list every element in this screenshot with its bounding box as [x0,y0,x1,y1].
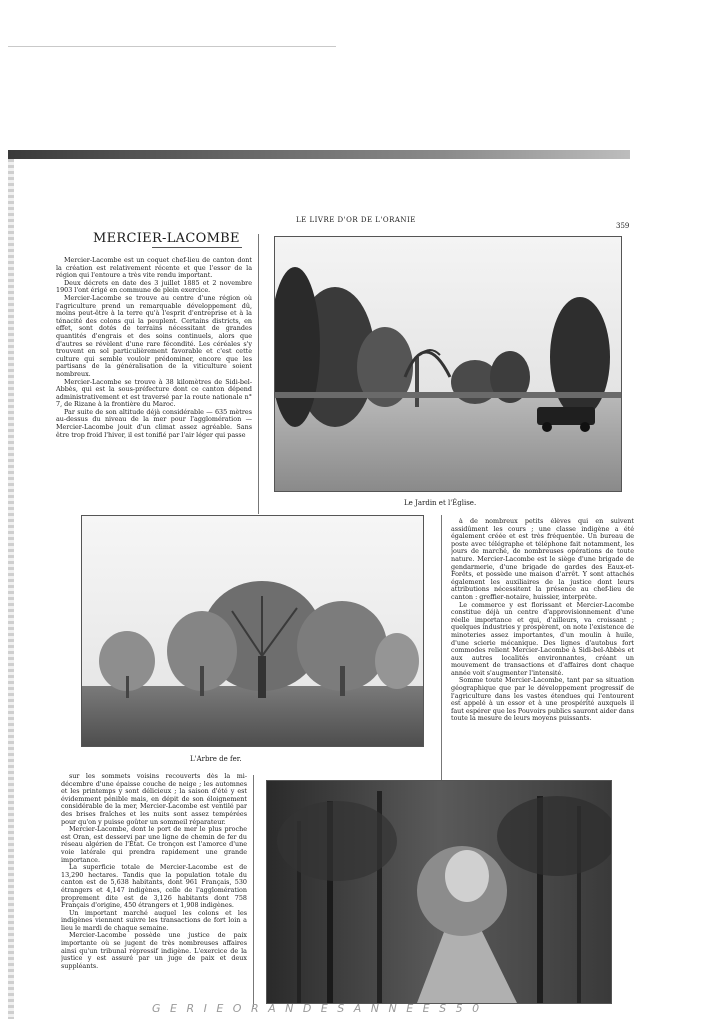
text-column-left-bottom [61,773,247,1011]
scan-left-edge [8,159,14,1019]
column-rule [253,775,254,1007]
iron-tree-image [82,516,423,746]
paragraph: Un important marché auquel les colons et les indigènes viennent suivre les transactions de fort loin a lieu le mardi de chaque semaine. [61,908,247,932]
paragraph: Mercier-Lacombe est un coquet chef-lieu de canton dont la création est relativement récente et que l'essor de la région qui l'entoure a très vite rendu important. [56,257,252,280]
scan-top-edge [8,150,630,159]
running-head: LE LIVRE D'OR DE L'ORANIE [296,216,416,224]
text-column-right [451,518,634,768]
column-rule [441,515,442,795]
garden-church-image [275,237,621,491]
paragraph: Mercier-Lacombe possède une justice de paix importante où se jugent de très nombreuses affaires ainsi qu'un tribunal répressif indigène. L'exercice de la justice y est assuré par un juge de paix et deux suppléants. [61,931,247,970]
text-column-left-top [56,257,252,511]
paragraph: Mercier-Lacombe, dont le port de mer le plus proche est Oran, est desservi par une ligne de chemin de fer du réseau algérien de l'État. Ce tronçon est l'amorce d'une voie latérale qui prendra rapidement une grande importance. [61,825,247,864]
paragraph: Par suite de son altitude déjà considérable — 635 mètres au-dessus du niveau de la mer pour l'agglomération — Mercier-Lacombe jouit d'un climat assez agréable. Sans être trop froid l'hiver, il est tonifié par l'air léger qui passe [56,407,252,439]
footer-watermark: G E R I E O R A N D E S A N N E E S 5 0 [152,1002,483,1015]
article-title: MERCIER-LACOMBE [93,231,240,246]
forest-road-photo [266,780,612,1004]
paragraph: à de nombreux petits élèves qui en suivent assidûment les cours ; une classe indigène a été également créée et est très fréquentée. Un bureau de poste avec télégraphe et téléphone fait notamment, les jours de marché, de nombreuses opérations de toute nature. Mercier-Lacombe est le siège d'une brigade de gendarmerie, d'une brigade de gardes des Eaux-et-Forêts, et possède une maison d'arrêt. Y sont attachés également les auxiliaires de la justice dont leurs attributions nécessitent la présence au chef-lieu de canton : greffier-notaire, huissier, interprète. [451,518,634,601]
title-rule [152,247,242,248]
paragraph: La superficie totale de Mercier-Lacombe est de 13,290 hectares. Tandis que la population totale du canton est de 5,638 habitants, dont 961 Français, 530 étrangers et 4,147 indigènes, celle de l'agglomération proprement dite est de 3,126 habitants dont 758 Français d'origine, 450 étrangers et 1,908 indigènes. [61,863,247,910]
paragraph: Deux décrets en date des 3 juillet 1885 et 2 novembre 1903 l'ont érigé en commune de plein exercice. [56,278,252,295]
garden-church-photo [274,236,622,492]
paragraph: Mercier-Lacombe se trouve au centre d'une région où l'agriculture prend un remarquable développement dû, moins peut-être à la terre qu'à l'esprit d'entreprise et à la ténacité des colons qui la peuplent. Certains districts, en effet, sont dotés de terrains nécessitant de grandes quantités d'engrais et des soins continuels, alors que d'autres se révèlent d'une rare fécondité. Les céréales s'y trouvent en sol particulièrement favorable et c'est cette culture qui semble vouloir prédominer, encore que les partisans de la généralisation de la viticulture soient nombreux. [56,293,252,378]
paragraph: Le commerce y est florissant et Mercier-Lacombe constitue déjà un centre d'approvisionnement d'une réelle importance et qui, d'ailleurs, va croissant ; quelques industries y prospèrent, on note l'existence de minoteries assez importantes, d'un moulin à huile, d'une scierie mécanique. Des lignes d'autobus fort commodes relient Mercier-Lacombe à Sidi-bel-Abbès et aux autres localités environnantes, créant un mouvement de transactions et d'affaires dont chaque année voit s'augmenter l'intensité. [451,600,634,677]
paragraph: sur les sommets voisins recouverts dès la mi-décembre d'une épaisse couche de neige ; les automnes et les printemps y sont délicieux ; la saison d'été y est évidemment pénible mais, en dépit de son éloignement considérable de la mer, Mercier-Lacombe est ventilé par des brises fraîches et les nuits sont assez tempérées pour qu'on y puisse goûter un sommeil réparateur. [61,773,247,826]
iron-tree-photo [81,515,424,747]
page-number: 359 [616,222,630,230]
top-hairline [8,46,336,47]
column-rule [258,234,259,514]
paragraph: Somme toute Mercier-Lacombe, tant par sa situation géographique que par le développement progressif de l'agriculture dans les vastes étendues qui l'entourent est appelé à un essor et à une prospérité auxquels il faut espérer que les Pouvoirs publics sauront aider dans toute la mesure de leurs moyens puissants. [451,676,634,723]
iron-tree-caption: L'Arbre de fer. [190,755,242,763]
paragraph: Mercier-Lacombe se trouve à 38 kilomètres de Sidi-bel-Abbès, qui est la sous-préfecture dont ce canton dépend administrativement et est traversé par la route nationale n° 7, de Rizane à la frontière du Maroc. [56,377,252,409]
garden-caption: Le Jardin et l'Église. [404,499,477,507]
forest-road-image [267,781,611,1003]
